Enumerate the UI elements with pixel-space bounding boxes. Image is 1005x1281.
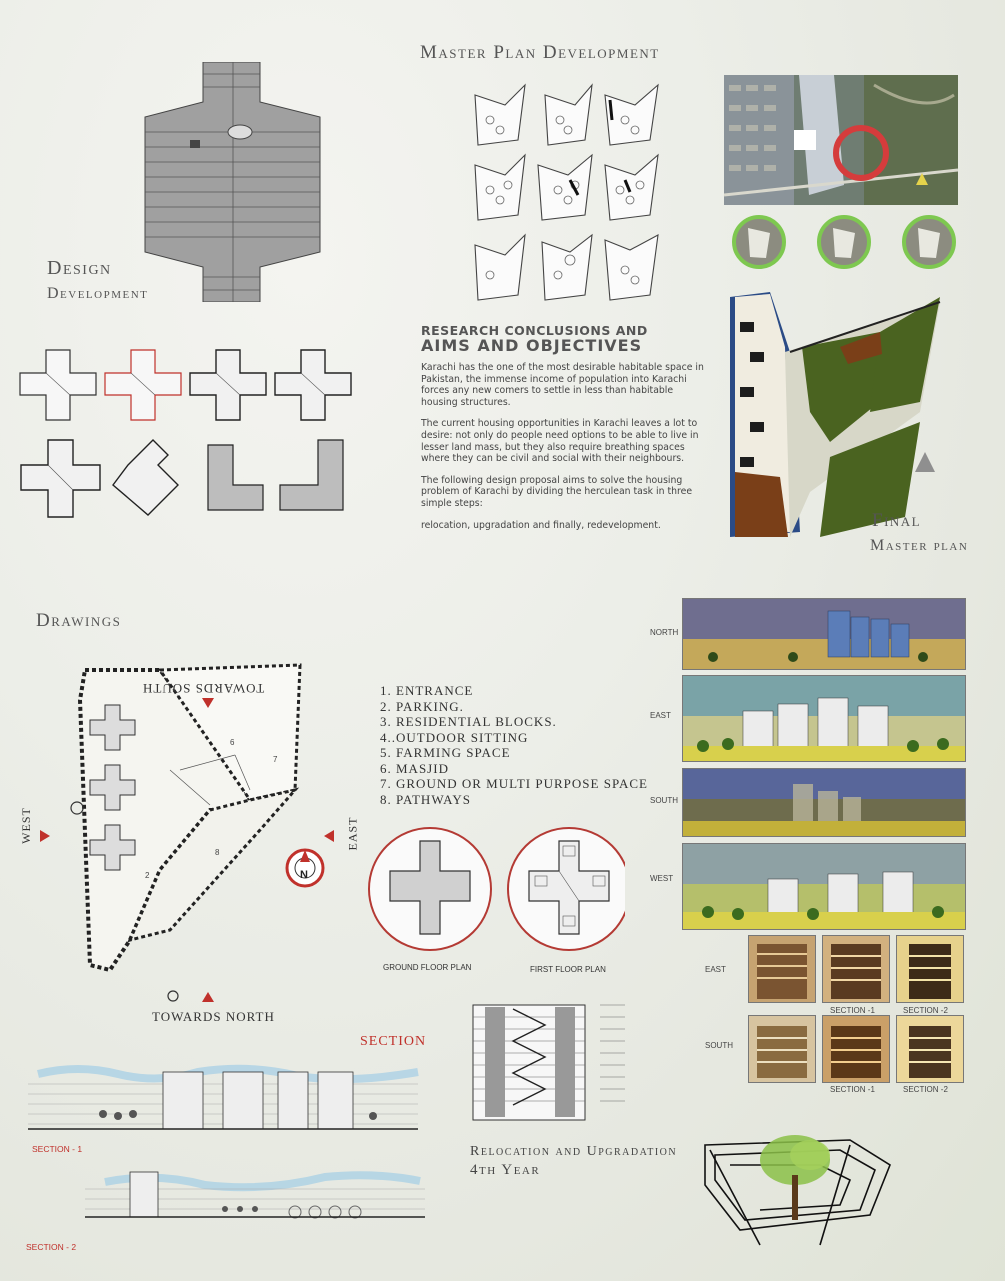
- master-plan-heading: Master Plan Development: [420, 42, 660, 63]
- research-paragraph-2: The current housing opportunities in Karachi leaves a lot to desire: not only do people need options to be able to live in lesser land mass, but they also require breathing spaces where they can be civil and social with their neighbours.: [421, 418, 699, 465]
- section-render-label-1a: SECTION -1: [830, 1006, 875, 1015]
- elevation-north-render: [682, 598, 966, 670]
- section-1-label: SECTION - 1: [32, 1144, 83, 1154]
- cross-plan-1: [20, 350, 96, 420]
- cross-plan-2: [105, 350, 181, 420]
- research-heading: [421, 324, 711, 354]
- relocation-heading: [470, 1143, 677, 1179]
- cross-plan-variations: [18, 345, 358, 520]
- l-plan-1: [113, 440, 178, 515]
- cross-plan-4: [275, 350, 351, 420]
- design-heading-line1: Design: [47, 257, 112, 279]
- towards-north-label: TOWARDS NORTH: [152, 1009, 275, 1024]
- research-body: [421, 362, 711, 531]
- final-heading-line1: Final: [872, 510, 922, 531]
- towards-south-label: TOWARDS SOUTH: [142, 681, 265, 696]
- section-render-label-1b: SECTION -1: [830, 1085, 875, 1094]
- section-render-1: [748, 935, 816, 1003]
- final-heading-line2: Master plan: [870, 537, 969, 554]
- master-plan-sketches: [470, 80, 665, 305]
- building-axonometric: [135, 62, 325, 302]
- svg-text:7: 7: [273, 755, 278, 764]
- elevation-east-label: EAST: [650, 711, 671, 720]
- west-label: WEST: [18, 807, 33, 844]
- legend-item-6: 6. MASJID: [380, 760, 449, 776]
- elevation-south-label: SOUTH: [650, 796, 678, 805]
- legend-item-8: 8. PATHWAYS: [380, 791, 471, 807]
- cross-plan-5: [21, 440, 100, 517]
- legend-item-3: 3. RESIDENTIAL BLOCKS.: [380, 714, 557, 729]
- final-master-plan-heading: [872, 508, 968, 558]
- building-elevation-drawing: [455, 995, 630, 1130]
- site-plan-drawing: [20, 640, 370, 1020]
- section-2-drawing: [75, 1167, 435, 1232]
- design-heading-line2: Development: [47, 285, 149, 302]
- legend-item-4: 4..OUTDOOR SITTING: [380, 729, 529, 745]
- research-heading-line1: RESEARCH CONCLUSIONS AND: [421, 323, 648, 338]
- l-plan-2: [208, 445, 263, 510]
- section-south-label: SOUTH: [705, 1041, 733, 1050]
- section-render-label-2b: SECTION -2: [903, 1085, 948, 1094]
- research-paragraph-4: relocation, upgradation and finally, redevelopment.: [421, 519, 661, 531]
- relocation-heading-line1: Relocation and Upgradation: [470, 1144, 678, 1159]
- final-master-plan-render: [730, 292, 945, 540]
- legend-item-5: 5. FARMING SPACE: [380, 745, 511, 760]
- cross-plan-3: [190, 350, 266, 420]
- site-thumbnails: [730, 213, 960, 271]
- svg-text:6: 6: [230, 738, 235, 747]
- section-heading: SECTION: [360, 1034, 427, 1049]
- satellite-site-map: [724, 75, 958, 205]
- elevation-west-render: [682, 843, 966, 930]
- section-2-label: SECTION - 2: [26, 1242, 77, 1252]
- research-paragraph-1: Karachi has the one of the most desirable habitable space in Pakistan, the immense income of population into Karachi forces any new comers to settle in less than habitable housing structures.: [421, 362, 704, 408]
- north-arrow-letter: N: [300, 869, 308, 881]
- section-render-4: [748, 1015, 816, 1083]
- design-development-heading: [47, 256, 148, 306]
- research-paragraph-3: The following design proposal aims to solve the housing problem of Karachi by dividing the herculean task in three simple steps:: [421, 474, 693, 509]
- section-render-5: [822, 1015, 890, 1083]
- elevation-west-label: WEST: [650, 874, 674, 883]
- section-render-6: [896, 1015, 964, 1083]
- concept-sketch: [700, 1125, 900, 1255]
- east-label: EAST: [345, 816, 360, 851]
- section-1-drawing: [18, 1064, 428, 1144]
- year-label: 4th Year: [470, 1162, 541, 1178]
- ground-floor-plan-label: GROUND FLOOR PLAN: [383, 963, 472, 972]
- l-plan-3: [280, 440, 343, 510]
- legend-item-1: 1. ENTRANCE: [380, 683, 474, 698]
- legend-item-2: 2. PARKING.: [380, 698, 464, 714]
- section-render-3: [896, 935, 964, 1003]
- svg-text:2: 2: [145, 871, 150, 880]
- site-legend: [380, 683, 648, 807]
- floor-plan-circles: [365, 826, 625, 956]
- section-render-2: [822, 935, 890, 1003]
- section-east-label: EAST: [705, 965, 726, 974]
- legend-item-7: 7. GROUND OR MULTI PURPOSE SPACE: [380, 776, 648, 791]
- elevation-south-render: [682, 768, 966, 837]
- elevation-east-render: [682, 675, 966, 762]
- drawings-heading: Drawings: [36, 610, 122, 631]
- first-floor-plan-label: FIRST FLOOR PLAN: [530, 965, 606, 974]
- svg-text:8: 8: [215, 848, 220, 857]
- section-render-label-2a: SECTION -2: [903, 1006, 948, 1015]
- elevation-north-label: NORTH: [650, 628, 679, 637]
- research-heading-line2: AIMS AND OBJECTIVES: [421, 336, 643, 355]
